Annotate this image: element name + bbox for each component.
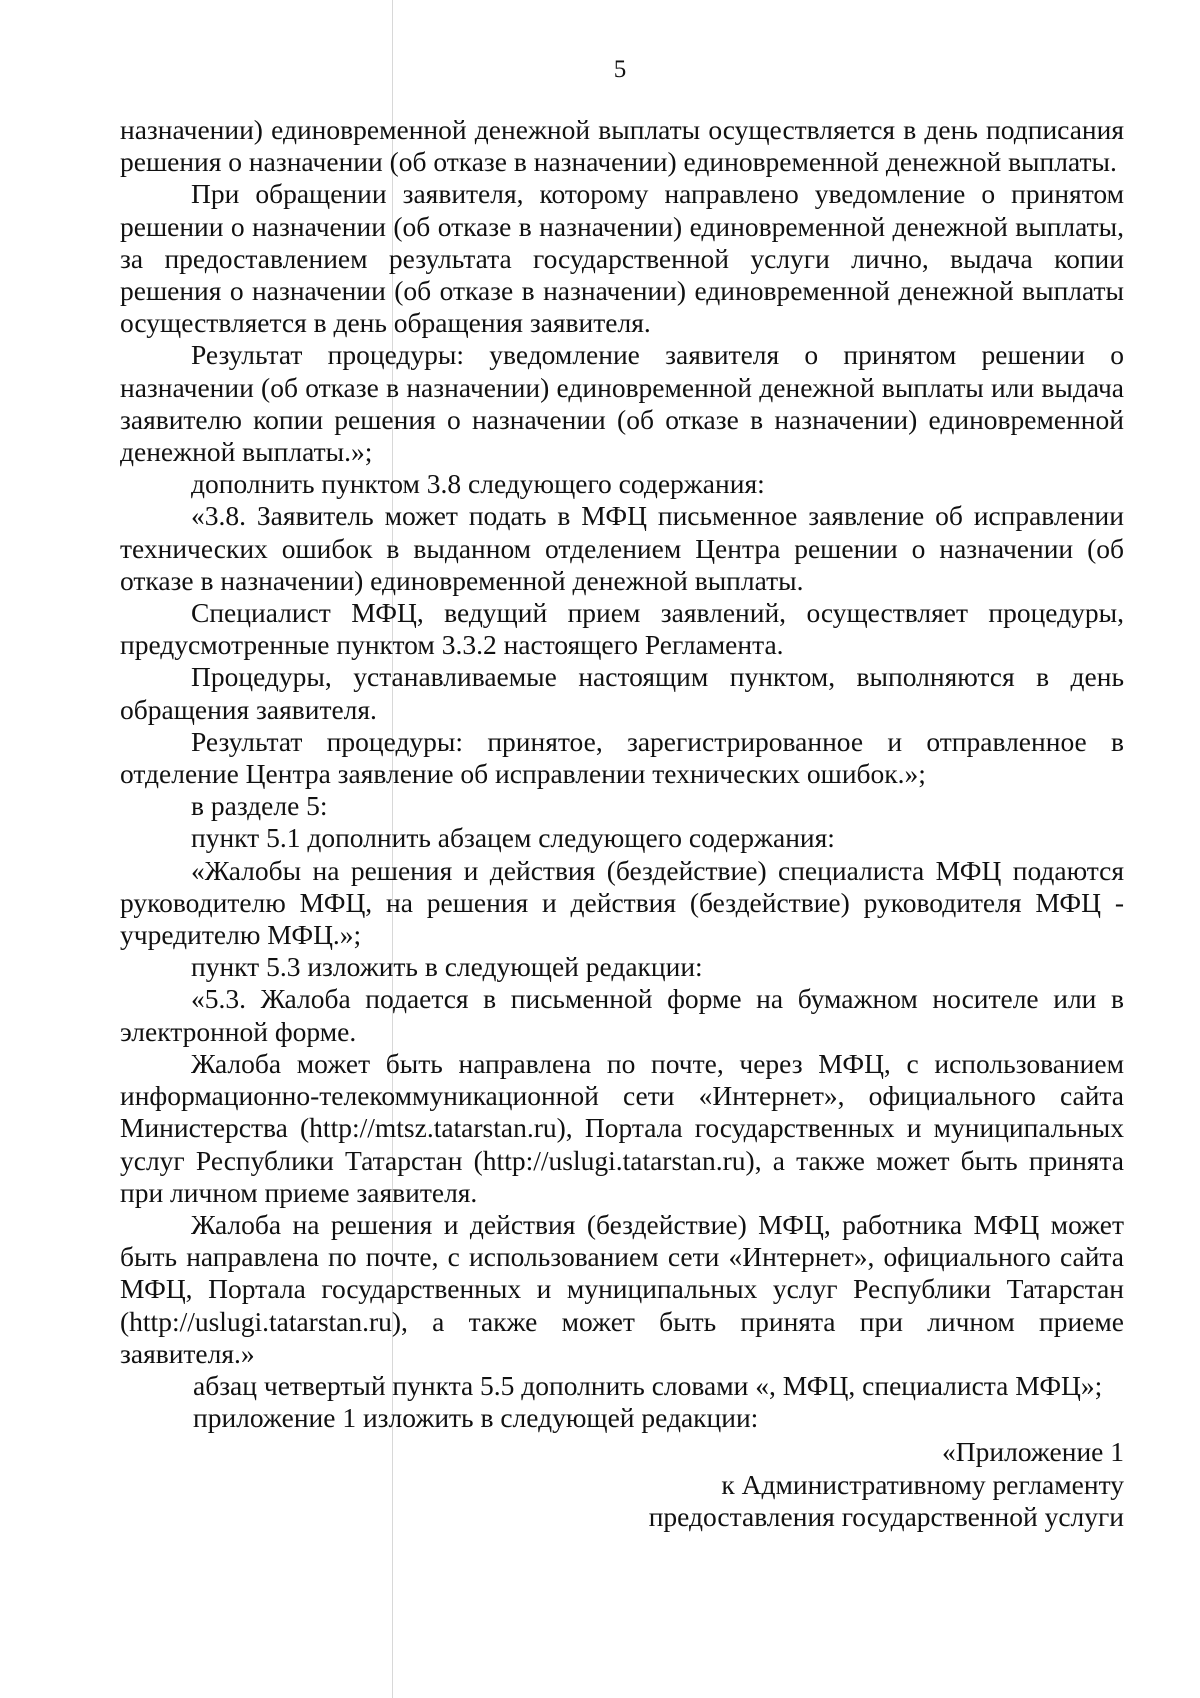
- paragraph: Результат процедуры: принятое, зарегистрированное и отправленное в отделение Центра заявление об исправлении технических ошибок.»;: [120, 725, 1124, 790]
- paragraph: «Жалобы на решения и действия (бездействие) специалиста МФЦ подаются руководителю МФЦ, на решения и действия (бездействие) руководителя МФЦ - учредителю МФЦ.»;: [120, 854, 1124, 951]
- paragraph: в разделе 5:: [191, 790, 328, 822]
- paragraph: пункт 5.3 изложить в следующей редакции:: [191, 951, 703, 983]
- paragraph: Жалоба может быть направлена по почте, через МФЦ, с использованием информационно-телекоммуникационной сети «Интернет», официального сайта Министерства (http://mtsz.tatarstan.ru), Портала государственных и муниципальных услуг Республики Татарстан (http://uslugi.tatarstan.ru), а также может быть принята при личном приеме заявителя.: [120, 1047, 1124, 1208]
- paragraph: приложение 1 изложить в следующей редакции:: [193, 1402, 759, 1434]
- paragraph: пункт 5.1 дополнить абзацем следующего содержания:: [191, 822, 835, 854]
- paragraph: «5.3. Жалоба подается в письменной форме на бумажном носителе или в электронной форме.: [120, 983, 1124, 1047]
- paragraph: Специалист МФЦ, ведущий прием заявлений, осуществляет процедуры, предусмотренные пунктом 3.3.2 настоящего Регламента.: [120, 597, 1124, 661]
- appendix-subtitle: предоставления государственной услуги: [648, 1500, 1124, 1532]
- paragraph: Результат процедуры: уведомление заявителя о принятом решении о назначении (об отказе в назначении) единовременной денежной выплаты или выдача заявителю копии решения о назначении (об отказе в назначении) единовременной денежной выплаты.»;: [120, 339, 1124, 468]
- paragraph: «3.8. Заявитель может подать в МФЦ письменное заявление об исправлении технических ошибок в выданном отделением Центра решении о назначении (об отказе в назначении) единовременной денежной выплаты.: [120, 500, 1124, 596]
- paragraph: Жалоба на решения и действия (бездействие) МФЦ, работника МФЦ может быть направлена по почте, с использованием сети «Интернет», официального сайта МФЦ, Портала государственных и муниципальных услуг Республики Татарстан (http://uslugi.tatarstan.ru), а также может быть принята при личном приеме заявителя.»: [120, 1208, 1124, 1369]
- document-body: [120, 114, 1124, 1533]
- appendix-header: [120, 1436, 1124, 1533]
- appendix-title: «Приложение 1: [942, 1436, 1124, 1468]
- paragraph: абзац четвертый пункта 5.5 дополнить словами «, МФЦ, специалиста МФЦ»;: [193, 1369, 1103, 1401]
- paragraph: При обращении заявителя, которому направлено уведомление о принятом решении о назначении (об отказе в назначении) единовременной денежной выплаты, за предоставлением результата государственной услуги лично, выдача копии решения о назначении (об отказе в назначении) единовременной денежной выплаты осуществляется в день обращения заявителя.: [120, 178, 1124, 339]
- paragraph: Процедуры, устанавливаемые настоящим пунктом, выполняются в день обращения заявителя.: [120, 661, 1124, 725]
- appendix-subtitle: к Административному регламенту: [721, 1468, 1124, 1500]
- paragraph-continuation: назначении) единовременной денежной выплаты осуществляется в день подписания решения о назначении (об отказе в назначении) единовременной денежной выплаты.: [120, 114, 1124, 178]
- paragraph: дополнить пунктом 3.8 следующего содержания:: [191, 468, 765, 500]
- page-number: 5: [613, 56, 627, 83]
